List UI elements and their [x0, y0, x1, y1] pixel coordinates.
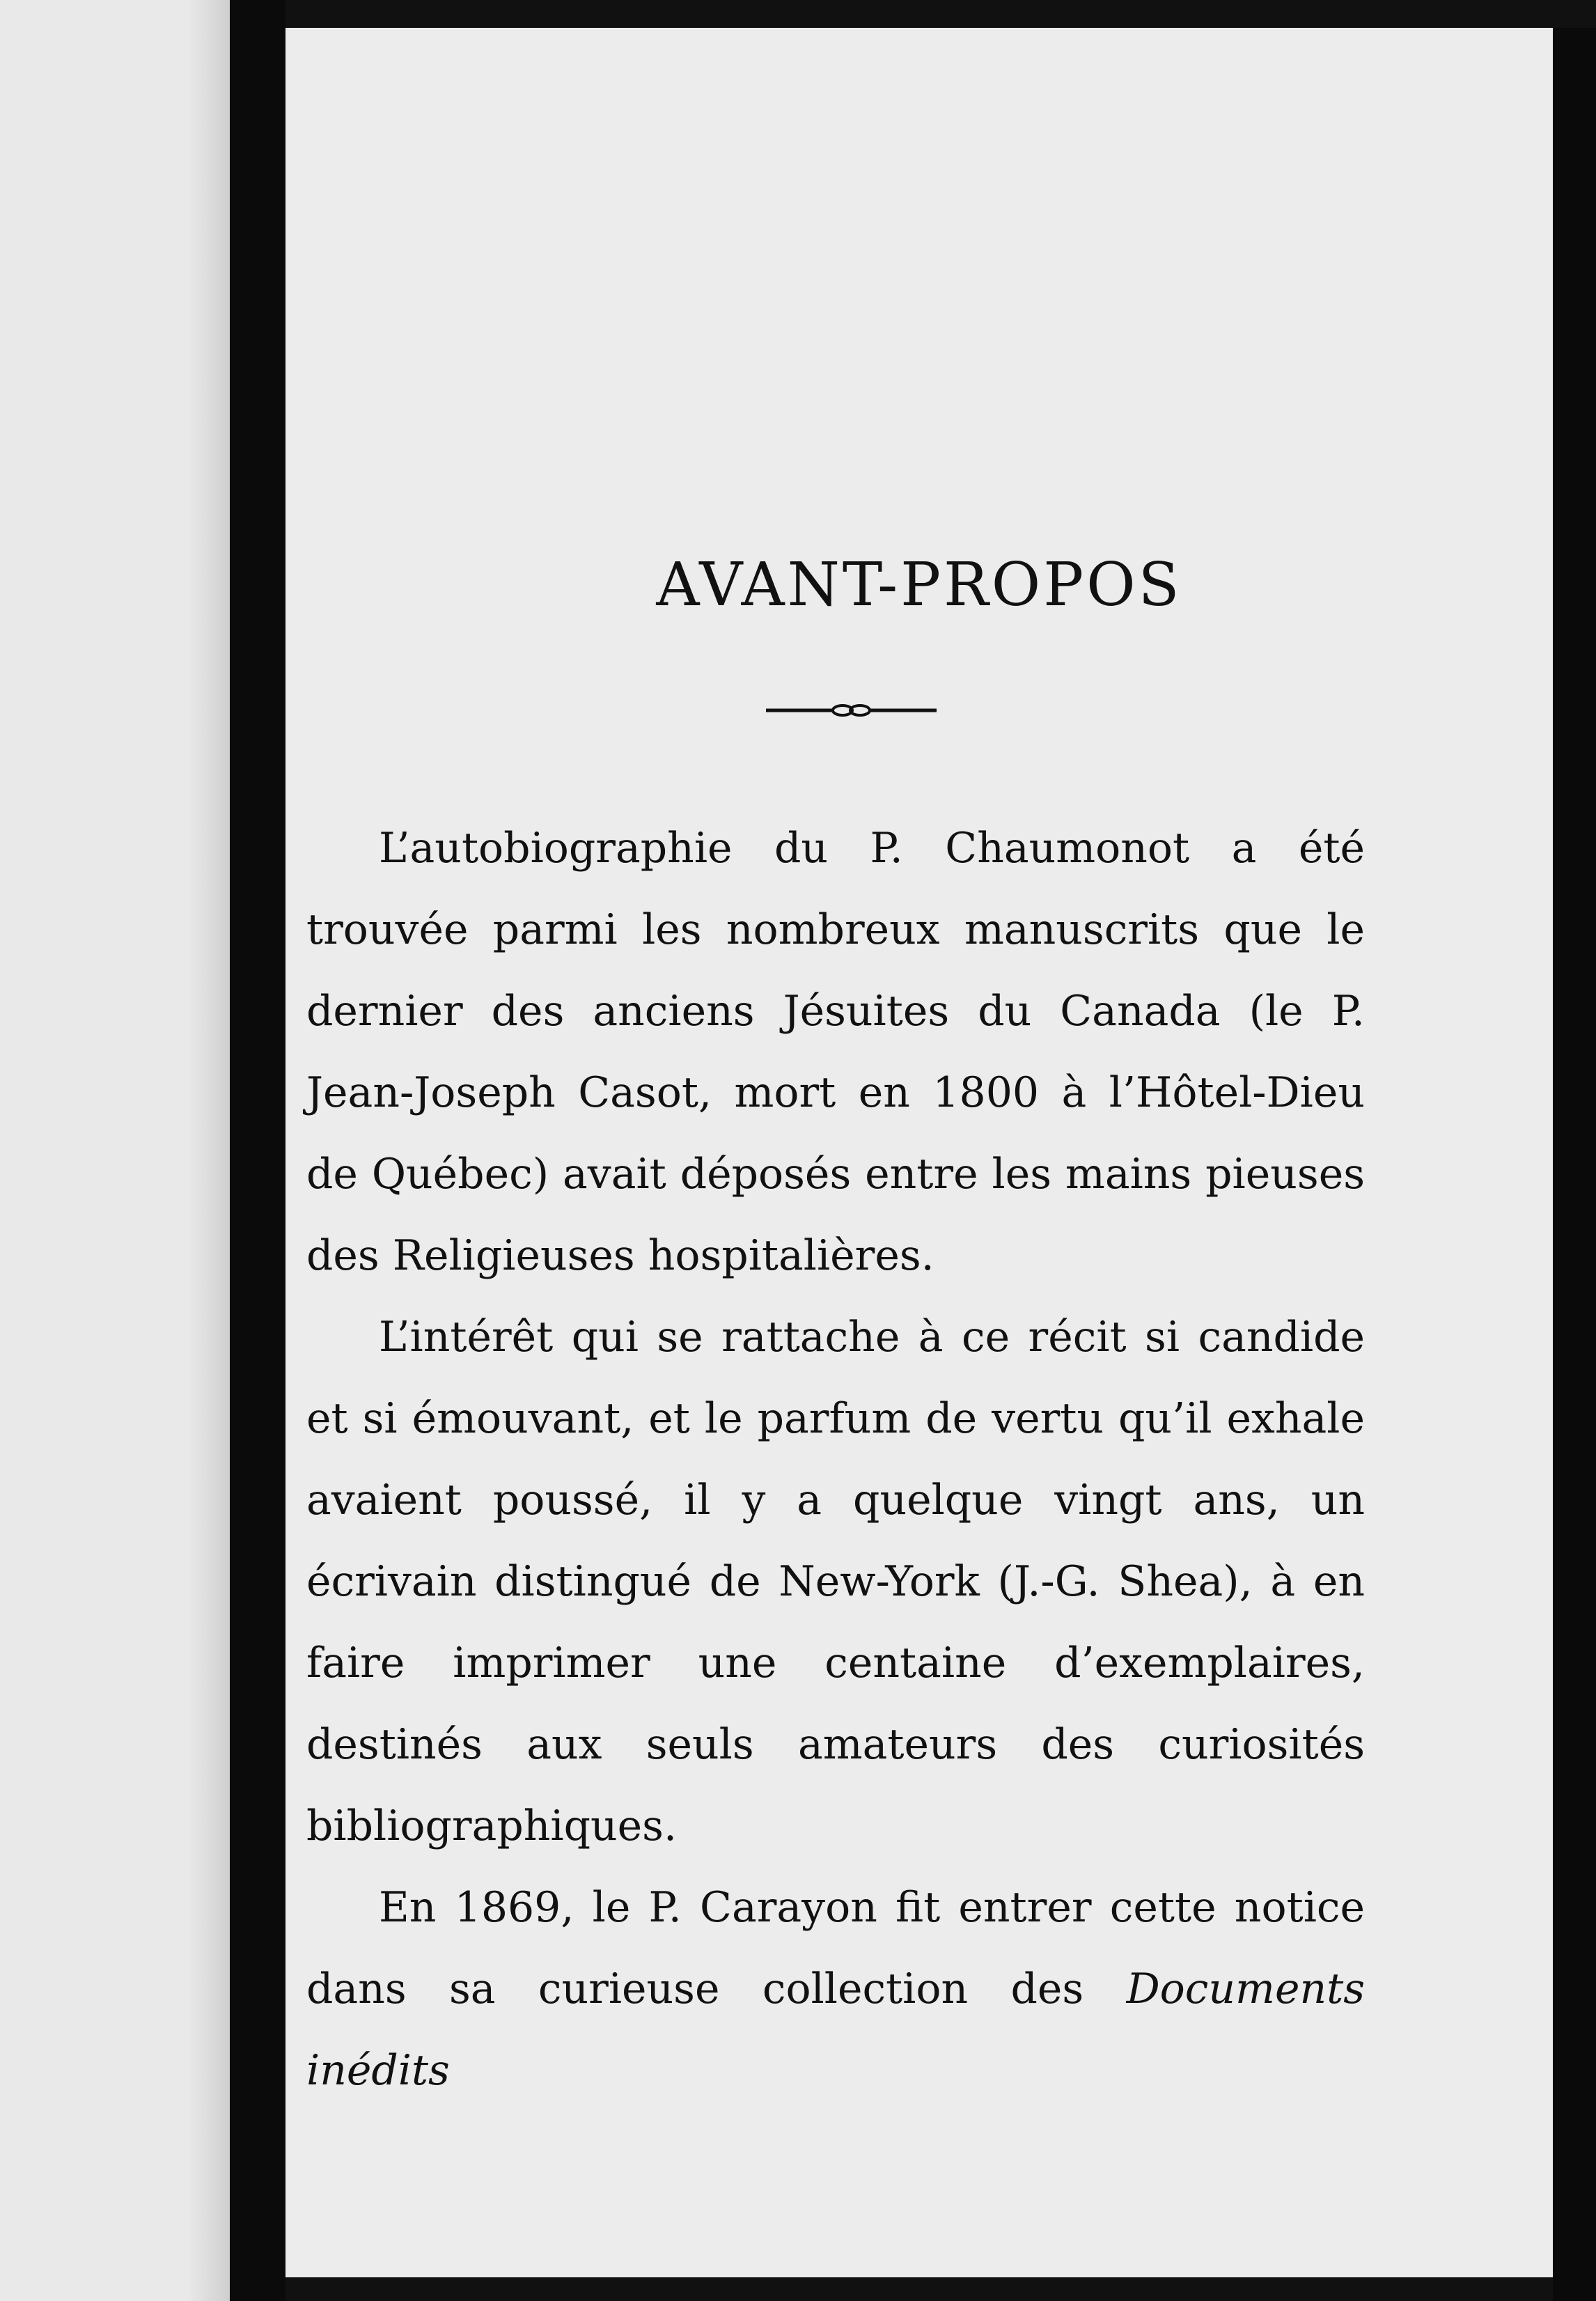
gutter-shading [188, 0, 230, 2301]
page-title: AVANT-PROPOS [656, 550, 1182, 620]
body-text [306, 808, 1365, 2112]
paragraph-2: L’intérêt qui se rattache à ce récit si candide et si émouvant, et le parfum de vertu qu’il exhale avaient poussé, il y a quelque vingt ans, un écrivain distingué de New-York (J.-G. Shea), à en faire imprimer une centaine d’exemplaires, destinés aux seuls amateurs des curiosités bibliographiques. [306, 1313, 1365, 1850]
paragraph-1: L’autobiographie du P. Chaumonot a été trouvée parmi les nombreux manuscrits que le dernier des anciens Jésuites du Canada (le P. Jean-Joseph Casot, mort en 1800 à l’Hôtel-Dieu de Québec) avait déposés entre les mains pieuses des Religieuses hospitalières. [306, 824, 1365, 1280]
right-page-shadow [1553, 28, 1596, 2301]
paragraph-3-text: En 1869, le P. Carayon fit entrer cette notice dans sa curieuse collection des [306, 1883, 1365, 2013]
ornament-divider-icon [766, 696, 937, 724]
binding-shadow [230, 0, 285, 2301]
paragraph-3 [306, 1867, 1365, 2112]
paragraph-3-emphasis: Documents inédits [306, 1965, 1365, 2095]
